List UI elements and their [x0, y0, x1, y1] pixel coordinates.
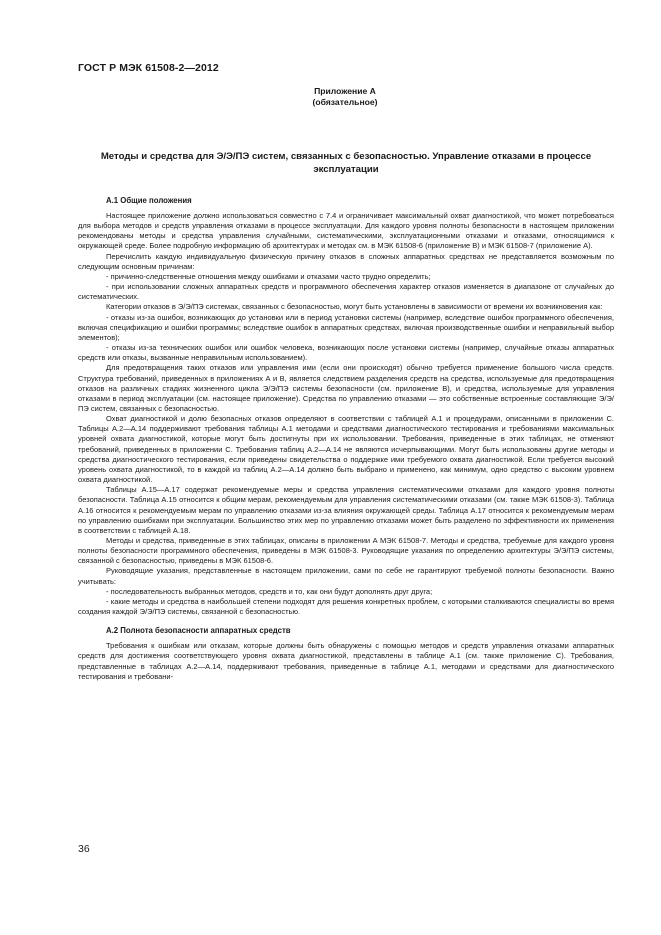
paragraph: Методы и средства, приведенные в этих таблицах, описаны в приложении А МЭК 61508-7. Методы и средства, требуемые для каждого уровня полноты безопасности программного обеспечения, приведены в МЭК 61508-3. Руководящие указания по определению архитектуры Э/Э/ПЭ системы, связанной с безопасностью, приведены в МЭК 61508-6.: [78, 536, 614, 566]
paragraph: Требования к ошибкам или отказам, которые должны быть обнаружены с помощью методов и средств управления отказами аппаратных средств для достижения соответствующего уровня охвата диагностикой, представлены в таблице А.1 (см. также приложение С). Требования, представленные в таблицах А.2—А.14, поддерживают требования, приведенные в таблице А.1, методами и средствами для диагностического тестирования и требовани-: [78, 641, 614, 681]
paragraph: Перечислить каждую индивидуальную физическую причину отказов в сложных аппаратных средствах не представляется возможным по следующим основным причинам:: [78, 251, 614, 271]
section-heading: А.2 Полнота безопасности аппаратных средств: [106, 626, 291, 636]
paragraph: Для предотвращения таких отказов или управления ими (если они происходят) обычно требуется применение большого числа средств. Структура требований, приведенных в приложениях А и В, является следствием разделения средств на средства, используемые для предотвращения отказов на различных стадиях жизненного цикла Э/Э/ПЭ системы безопасности (см. приложение В), и средства, используемые для управления отказами в период эксплуатации (см. настоящее приложение). Средства по управлению отказами — это собственные встроенные составляющие Э/Э/ПЭ систем, связанных с безопасностью.: [78, 363, 614, 413]
paragraph: Таблицы А.15—А.17 содержат рекомендуемые меры и средства управления систематическими отказами для каждого уровня полноты безопасности. Таблица А.15 относится к общим мерам, рекомендуемым для управления систематическими отказами (см. также МЭК 61508-3). Таблица А.16 относится к рекомендуемым мерам по управлению отказами из-за влияния окружающей среды. Таблица А.17 относится к рекомендуемым мерам по управлению ошибками при эксплуатации. Большинство этих мер по управлению отказами может быть разделено по эффективности их применения в соответствии с таблицей А.18.: [78, 485, 614, 535]
paragraph: Настоящее приложение должно использоваться совместно с 7.4 и ограничивает максимальный охват диагностикой, что может потребоваться для выбора методов и средств управления отказами в процессе эксплуатации. Для каждого уровня полноты безопасности в настоящем приложении рекомендованы методы и средства управления случайными, систематическими, эксплуатационными отказами и отказами, относящимися к окружающей среде. Более подробную информацию об архитектурах и методах см. в МЭК 61508-6 (приложение В) и МЭК 61508-7 (приложение А).: [78, 211, 614, 251]
paragraph: Категории отказов в Э/Э/ПЭ системах, связанных с безопасностью, могут быть установлены в зависимости от времени их возникновения как:: [106, 302, 603, 312]
section-heading: А.1 Общие положения: [106, 196, 192, 205]
page-number: 36: [78, 843, 90, 855]
list-item: - отказы из-за ошибок, возникающих до установки или в период установки системы (например, вследствие ошибок программного обеспечения, включая спецификацию и ошибки программы; вследствие ошибок в аппаратных средствах, включая производственные ошибки и неправильный выбор элементов);: [78, 312, 614, 342]
standard-header: ГОСТ Р МЭК 61508-2—2012: [78, 62, 219, 74]
paragraph: Охват диагностикой и долю безопасных отказов определяют в соответствии с таблицей А.1 и процедурами, описанными в приложении С. Таблицы А.2—А.14 поддерживают требования таблицы А.1 методами и средствами диагностического тестирования и требованиями максимальных уровней охвата диагностикой, которые могут быть достигнуты при их использовании. Требования, приведенные в этих таблицах, не отменяют требований, приведенных в приложении С. Требования таблиц А.2—А.14 не являются исчерпывающими. Могут быть использованы другие методы и средства диагностического тестирования, если приведены свидетельства о поддержке ими требуемого охвата диагностикой. Если требуется высокий уровень охвата диагностикой, то в каждой из таблиц А.2—А.14 должно быть выбрано и применено, как минимум, одно средство с высоким уровнем охвата диагностикой.: [78, 414, 614, 485]
list-item: - последовательность выбранных методов, средств и то, как они будут дополнять друг друга;: [106, 586, 433, 596]
annex-heading: [290, 86, 400, 108]
list-item: - при использовании сложных аппаратных средств и программного обеспечения характер отказов изменяется в диапазоне от случайных до систематических.: [78, 282, 614, 302]
annex-status: (обязательное): [312, 97, 378, 107]
list-item: - какие методы и средства в наибольшей степени подходят для решения конкретных проблем, с которыми сталкиваются специалисты во время создания каждой Э/Э/ПЭ системы, связанной с безопасностью.: [78, 596, 614, 617]
spacer: [78, 617, 614, 622]
list-item: - отказы из-за технических ошибок или ошибок человека, возникающих после установки системы (например, случайные отказы аппаратных средств или отказы, вызванные неправильным использованием).: [78, 343, 614, 363]
annex-main-title: Методы и средства для Э/Э/ПЭ систем, связанных с безопасностью. Управление отказами в процессе эксплуатации: [100, 151, 592, 175]
list-item: - причинно-следственные отношения между ошибками и отказами часто трудно определить;: [106, 271, 431, 281]
annex-title: Приложение А: [314, 86, 376, 96]
body-text: [78, 196, 614, 682]
paragraph: Руководящие указания, представленные в настоящем приложении, сами по себе не гарантируют требуемой полноты безопасности. Важно учитывать:: [78, 566, 614, 586]
